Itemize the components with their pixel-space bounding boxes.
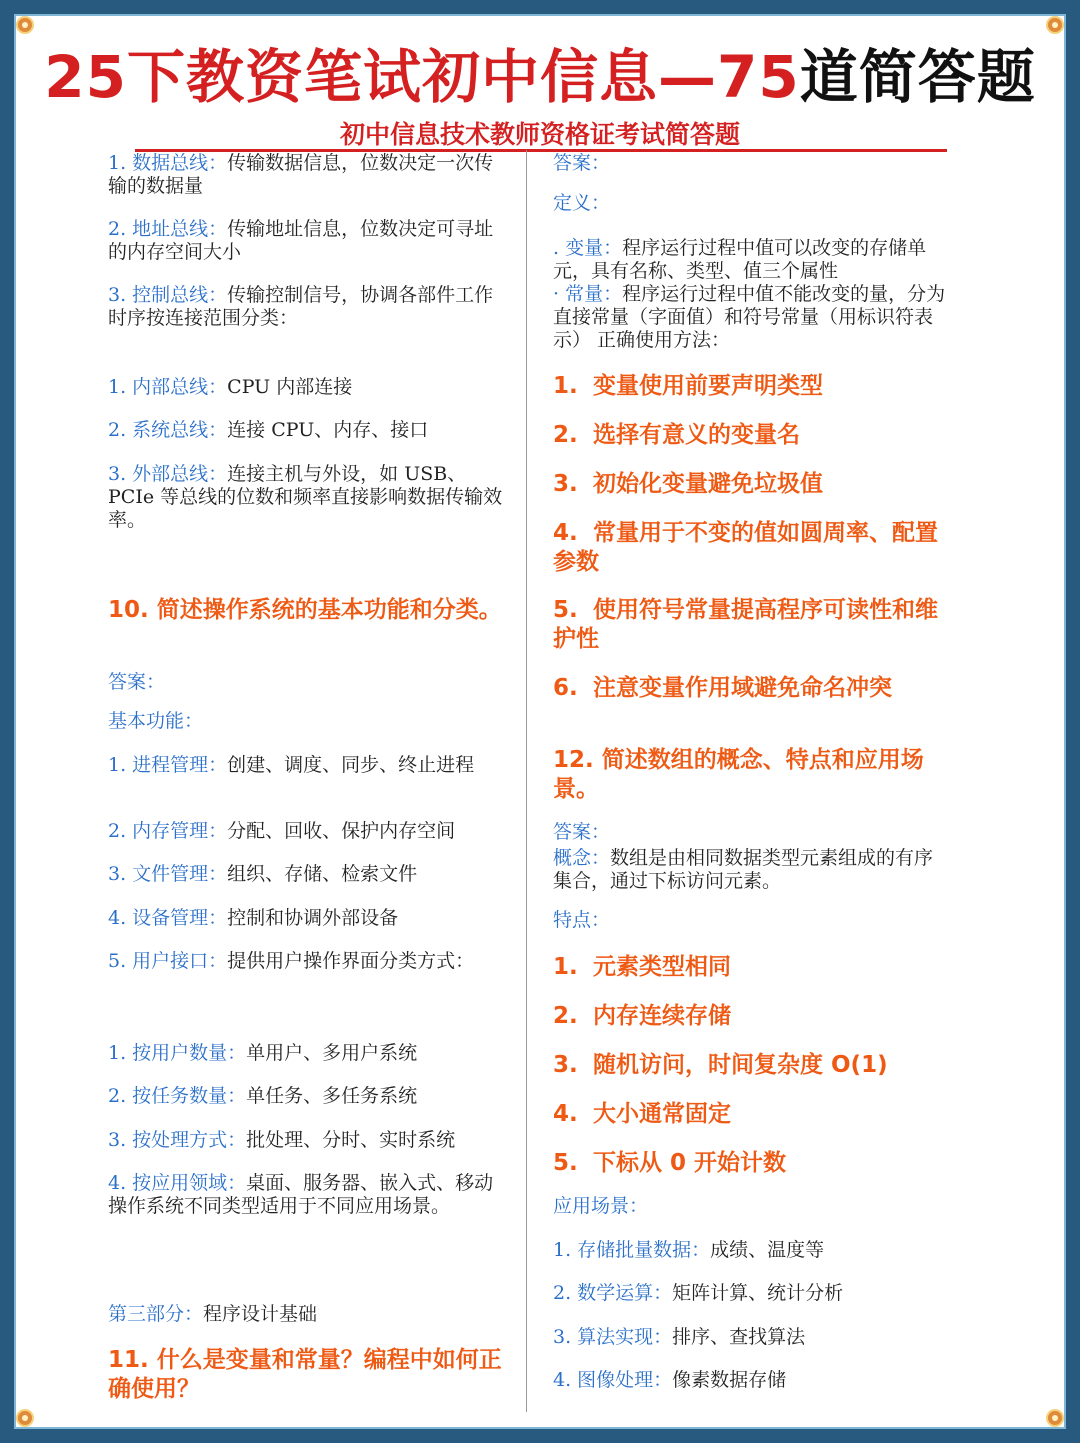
list-item: 4. 按应用领域：桌面、服务器、嵌入式、移动操作系统不同类型适用于不同应用场景。: [108, 1172, 494, 1217]
list-item: 2. 系统总线：连接 CPU、内存、接口: [108, 419, 429, 441]
list-item: 2. 数学运算：矩阵计算、统计分析: [553, 1282, 844, 1304]
list-item: 1. 变量使用前要声明类型: [553, 373, 823, 399]
list-item: 3. 算法实现：排序、查找算法: [553, 1326, 806, 1348]
list-item: 3. 初始化变量避免垃圾值: [553, 471, 823, 497]
section-label: 应用场景：: [553, 1195, 649, 1217]
list-item: 1. 存储批量数据：成绩、温度等: [553, 1239, 825, 1261]
list-item: 1. 数据总线：传输数据信息，位数决定一次传输的数据量: [108, 152, 494, 197]
list-item: 2. 选择有意义的变量名: [553, 422, 800, 448]
page-title: [0, 30, 1080, 114]
answer-label: 答案：: [108, 671, 166, 693]
list-item: 1. 进程管理：创建、调度、同步、终止进程: [108, 754, 475, 776]
list-item: 2. 内存连续存储: [553, 1003, 731, 1029]
question-heading: 12. 简述数组的概念、特点和应用场景。: [553, 747, 924, 802]
list-item: 5. 用户接口：提供用户操作界面分类方式：: [108, 950, 475, 972]
title-part-black: 道简答题: [799, 43, 1036, 111]
section-label: 第三部分：程序设计基础: [108, 1303, 318, 1325]
list-item: 1. 元素类型相同: [553, 954, 731, 980]
page-subtitle: 初中信息技术教师资格证考试简答题: [339, 120, 740, 149]
section-label: 定义：: [553, 192, 611, 214]
section-label: 基本功能：: [108, 710, 204, 732]
question-heading: 10. 简述操作系统的基本功能和分类。: [108, 597, 502, 623]
corner-ornament-icon: [16, 1409, 34, 1427]
list-item: 4. 大小通常固定: [553, 1101, 731, 1127]
list-item: 概念：数组是由相同数据类型元素组成的有序集合，通过下标访问元素。: [553, 847, 934, 892]
list-item: 2. 地址总线：传输地址信息，位数决定可寻址的内存空间大小: [108, 218, 494, 263]
list-item: 3. 外部总线：连接主机与外设，如 USB、PCIe 等总线的位数和频率直接影响数据传输效率。: [108, 463, 503, 531]
list-item: 2. 内存管理：分配、回收、保护内存空间: [108, 820, 456, 842]
list-item: 1. 按用户数量：单用户、多用户系统: [108, 1042, 418, 1064]
list-item: 5. 使用符号常量提高程序可读性和维护性: [553, 597, 938, 652]
list-item: 3. 控制总线：传输控制信号，协调各部件工作时序按连接范围分类：: [108, 284, 494, 329]
list-item: 3. 按处理方式：批处理、分时、实时系统: [108, 1129, 456, 1151]
list-item: 6. 注意变量作用域避免命名冲突: [553, 675, 892, 701]
list-item: 5. 下标从 0 开始计数: [553, 1150, 787, 1176]
list-item: 1. 内部总线：CPU 内部连接: [108, 376, 353, 398]
answer-label: 答案：: [553, 152, 611, 174]
section-label: 特点：: [553, 909, 611, 931]
list-item: 3. 随机访问，时间复杂度 O(1): [553, 1052, 888, 1078]
title-part-red: 25下教资笔试初中信息—75: [44, 43, 800, 111]
list-item: · 常量：程序运行过程中值不能改变的量，分为直接常量（字面值）和符号常量（用标识符表示） 正确使用方法：: [553, 283, 946, 351]
answer-label: 答案：: [553, 821, 611, 843]
question-heading: 11. 什么是变量和常量？编程中如何正确使用？: [108, 1347, 502, 1402]
list-item: . 变量：程序运行过程中值可以改变的存储单元，具有名称、类型、值三个属性: [553, 237, 927, 282]
list-item: 2. 按任务数量：单任务、多任务系统: [108, 1085, 418, 1107]
list-item: 4. 常量用于不变的值如圆周率、配置参数: [553, 520, 938, 575]
list-item: 4. 图像处理：像素数据存储: [553, 1369, 787, 1391]
list-item: 4. 设备管理：控制和协调外部设备: [108, 907, 399, 929]
list-item: 3. 文件管理：组织、存储、检索文件: [108, 863, 418, 885]
column-divider: [526, 150, 527, 1412]
corner-ornament-icon: [1046, 1409, 1064, 1427]
